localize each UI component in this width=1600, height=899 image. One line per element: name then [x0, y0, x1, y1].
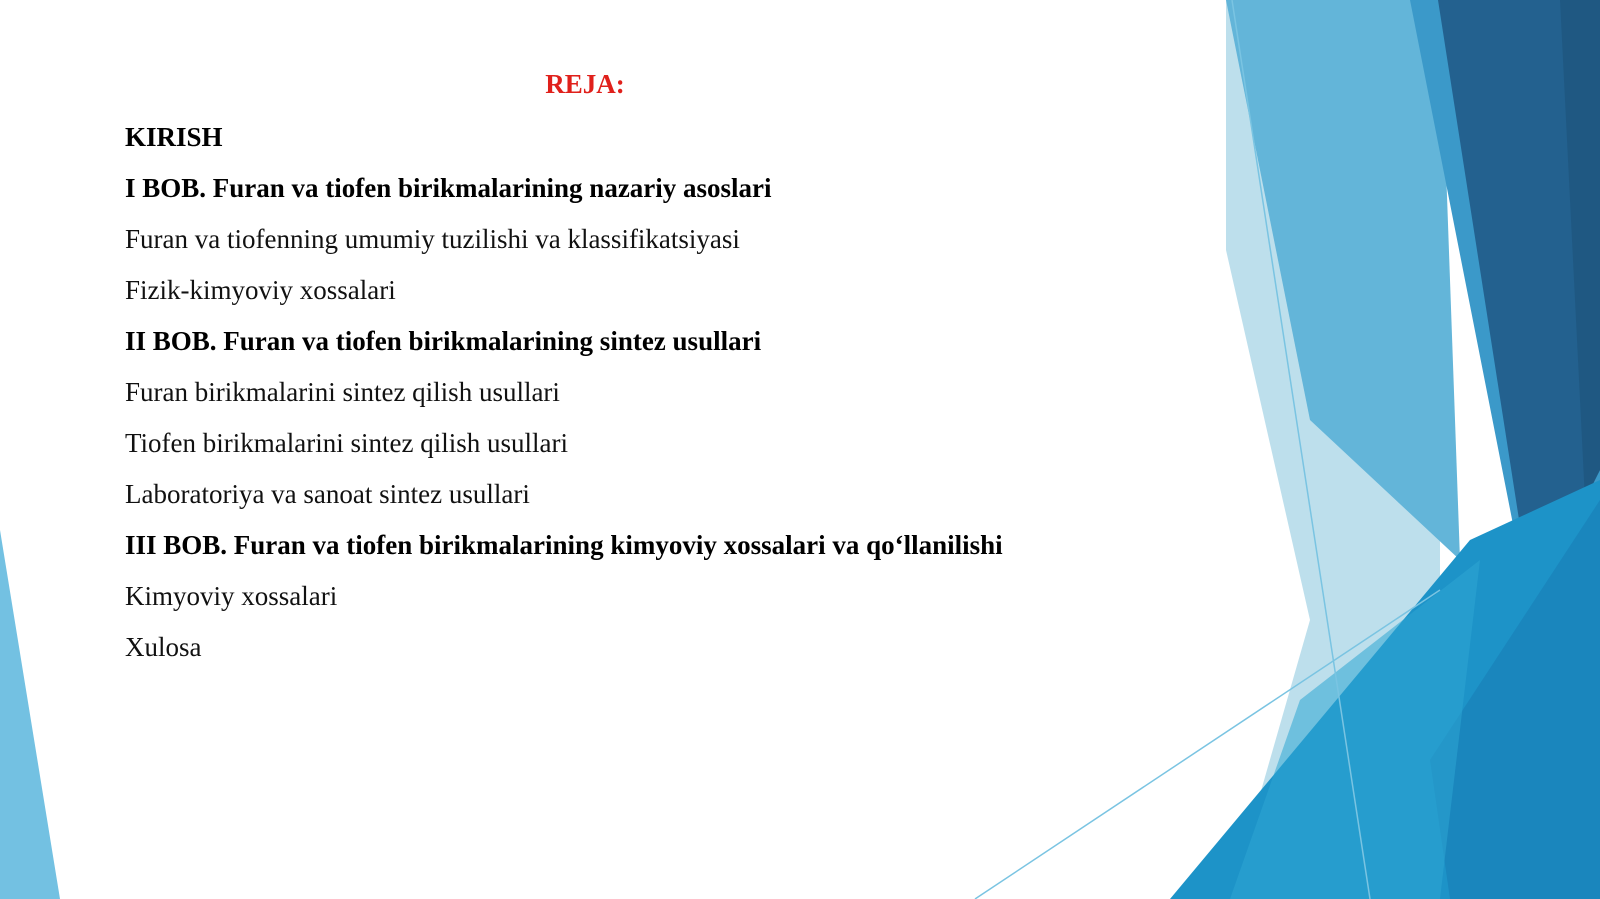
- list-item-text: Fizik-kimyoviy xossalari: [125, 275, 396, 305]
- list-item: [125, 112, 1003, 163]
- list-item-text: I BOB. Furan va tiofen birikmalarining nazariy asoslari: [125, 173, 772, 203]
- list-item: [125, 622, 1003, 673]
- list-item-text: II BOB. Furan va tiofen birikmalarining sintez usullari: [125, 326, 762, 356]
- list-item-text: Laboratoriya va sanoat sintez usullari: [125, 479, 530, 509]
- list-item-text: Kimyoviy xossalari: [125, 581, 338, 611]
- slide-title: REJA:: [545, 69, 625, 99]
- list-item: [125, 367, 1003, 418]
- list-item-text: Furan va tiofenning umumiy tuzilishi va klassifikatsiyasi: [125, 224, 740, 254]
- list-item-text: Furan birikmalarini sintez qilish usullari: [125, 377, 560, 407]
- list-item: [125, 520, 1003, 571]
- list-item: [125, 469, 1003, 520]
- list-item-text: III BOB. Furan va tiofen birikmalarining kimyoviy xossalari va qo‘llanilishi: [125, 530, 1003, 560]
- list-item: [125, 163, 1003, 214]
- list-item: [125, 265, 1003, 316]
- list-item: [125, 418, 1003, 469]
- list-item-text: Xulosa: [125, 632, 202, 662]
- list-item: [125, 214, 1003, 265]
- list-item-text: KIRISH: [125, 122, 223, 152]
- list-item-text: Tiofen birikmalarini sintez qilish usullari: [125, 428, 568, 458]
- left-sliver-shape: [0, 530, 60, 899]
- list-item: [125, 316, 1003, 367]
- list-item: [125, 571, 1003, 622]
- outline-list: [125, 112, 1003, 673]
